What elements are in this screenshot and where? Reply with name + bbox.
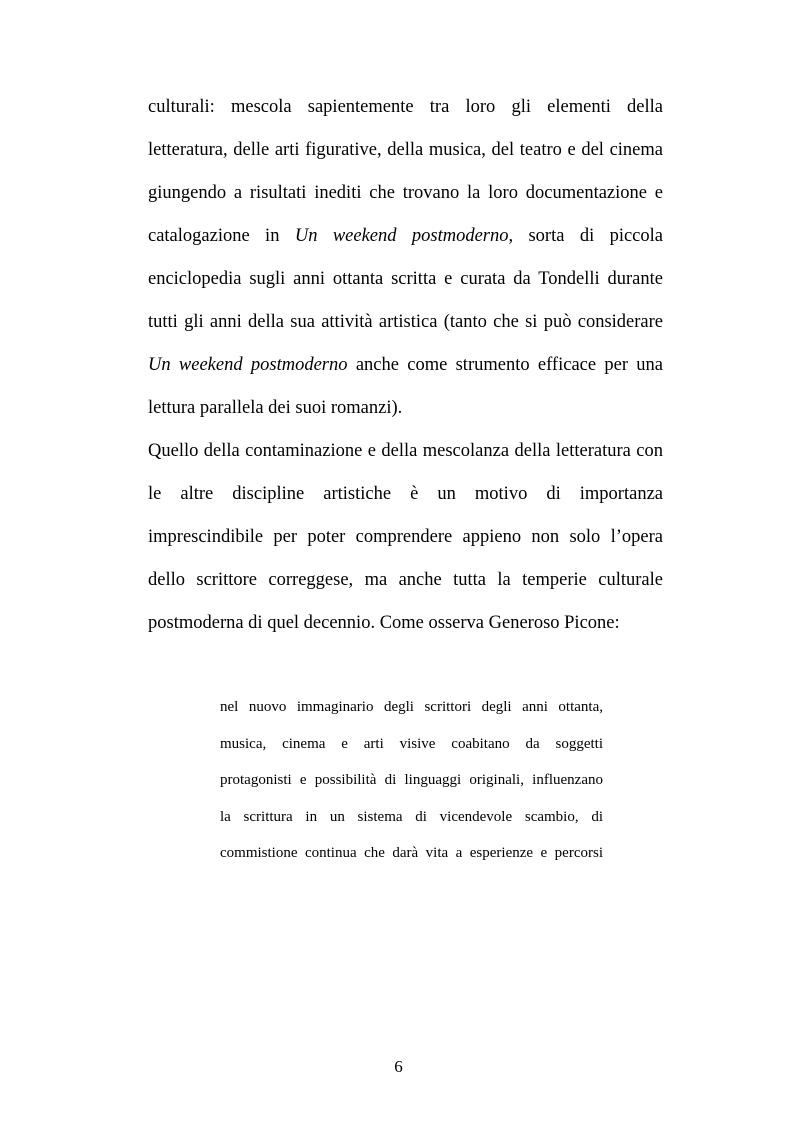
body-line: Un weekend postmoderno anche come strumento efficace per una (148, 355, 664, 375)
body-line: postmoderna di quel decennio. Come osserva Generoso Picone: (148, 613, 620, 633)
body-line: tutti gli anni della sua attività artistica (tanto che si può considerare (148, 312, 663, 332)
body-line: giungendo a risultati inediti che trovano la loro documentazione e (148, 183, 663, 203)
quote-line: musica, cinema e arti visive coabitano da soggetti (220, 735, 603, 752)
quote-line: nel nuovo immaginario degli scrittori degli anni ottanta, (220, 699, 603, 715)
book-title: Un weekend postmoderno (148, 355, 348, 375)
quote-line: protagonisti e possibilità di linguaggi originali, influenzano (220, 772, 603, 788)
body-line: lettura parallela dei suoi romanzi). (148, 398, 403, 418)
quote-line: la scrittura in un sistema di vicendevole scambio, di (220, 808, 603, 825)
body-line: dello scrittore correggese, ma anche tutta la temperie culturale (148, 570, 663, 590)
quote-line: commistione continua che darà vita a esperienze e percorsi (220, 845, 603, 861)
block-quote (220, 689, 603, 872)
body-line: Quello della contaminazione e della mescolanza della letteratura con (148, 441, 663, 461)
body-line: catalogazione in Un weekend postmoderno, sorta di piccola (148, 226, 663, 246)
body-line: letteratura, delle arti figurative, della musica, del teatro e del cinema (148, 140, 663, 160)
body-paragraphs (148, 86, 663, 645)
book-title: Un weekend postmoderno (294, 226, 509, 246)
page-number: 6 (394, 1057, 403, 1076)
body-line: imprescindibile per poter comprendere appieno non solo l’opera (148, 527, 663, 547)
body-line: enciclopedia sugli anni ottanta scritta e curata da Tondelli durante (148, 269, 663, 289)
body-line: le altre discipline artistiche è un motivo di importanza (148, 484, 663, 504)
body-line: culturali: mescola sapientemente tra loro gli elementi della (148, 97, 663, 117)
